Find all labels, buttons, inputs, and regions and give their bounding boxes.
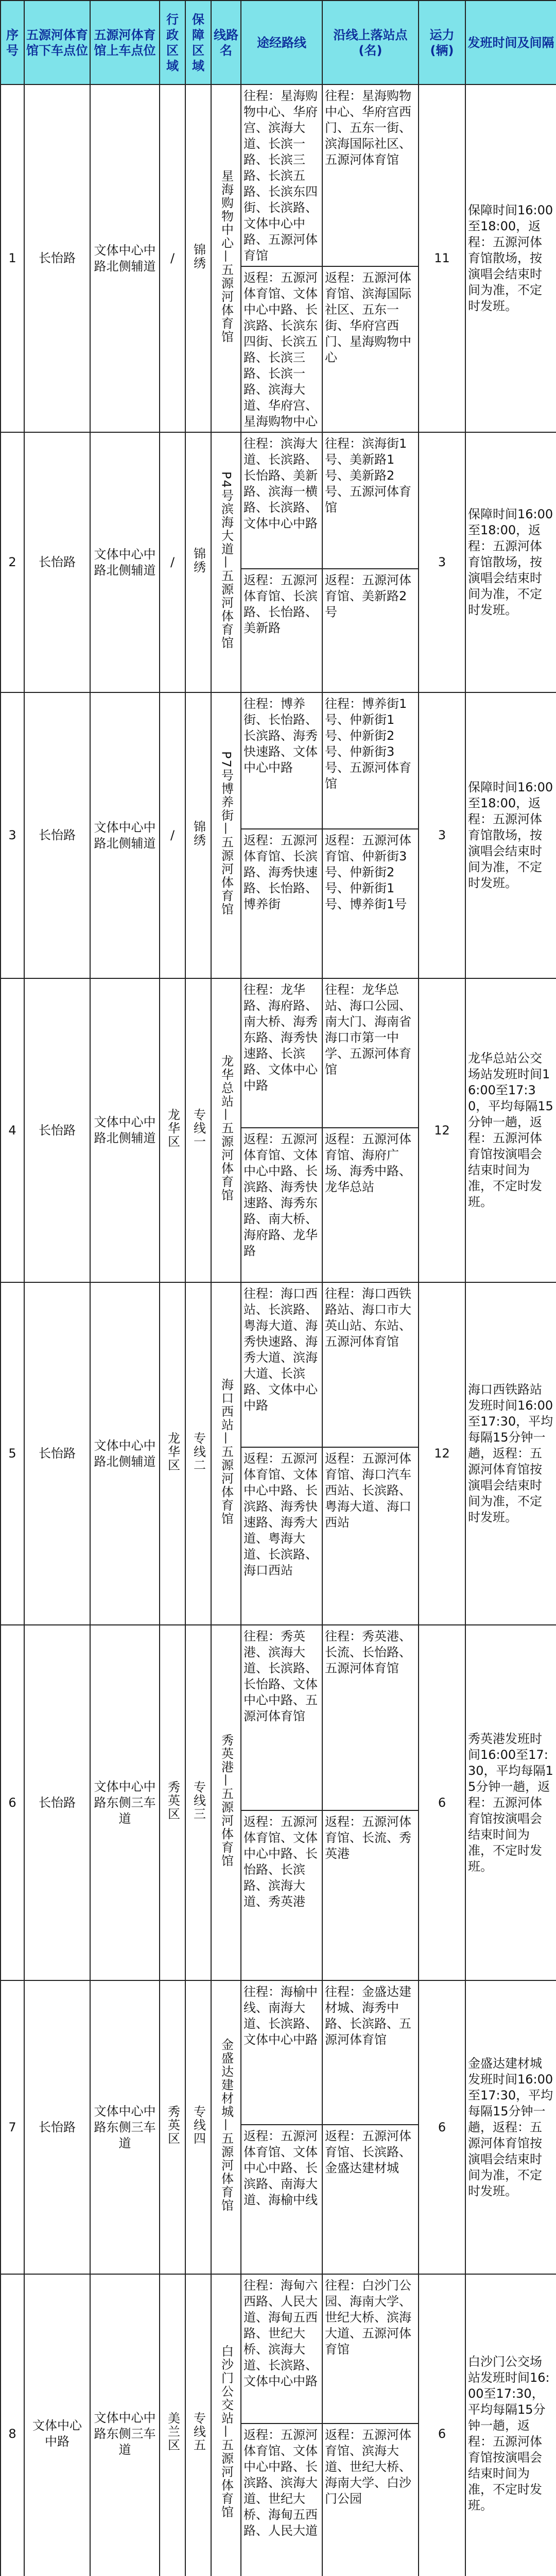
cell-depart: 龙华总站公交场站发班时间16:00至17:30，平均每隔15分钟一趟，返程：五源河体育馆按演唱会结束时间为准，不定时发班。 — [465, 978, 556, 1282]
cell-stops-go: 往程：秀英港、长流、长怡路、五源河体育馆 — [322, 1625, 419, 1810]
cell-capacity: 6 — [419, 1980, 465, 2274]
cell-line-name: 金盛达建材城—五源河体育馆 — [211, 1980, 241, 2274]
header-stops: 沿线上落站点(名) — [322, 1, 419, 84]
cell-line-name: 龙华总站—五源河体育馆 — [211, 978, 241, 1282]
cell-stops-go: 往程：白沙门公园、海南大学、世纪大桥、滨海大道、五源河体育馆 — [322, 2274, 419, 2424]
cell-depart: 白沙门公交场站发班时间16:00至17:30，平均每隔15分钟一趟，返程：五源河体育馆按演唱会结束时间为准，不定时发班。 — [465, 2274, 556, 2576]
header-capacity: 运力(辆) — [419, 1, 465, 84]
cell-drop-point: 长怡路 — [24, 84, 90, 432]
cell-guarantee-area: 专线一 — [185, 978, 211, 1282]
cell-guarantee-area: 锦绣 — [185, 84, 211, 432]
cell-capacity: 6 — [419, 1625, 465, 1980]
cell-guarantee-area: 专线二 — [185, 1282, 211, 1625]
cell-stops-back: 返程：五源河体育馆、仲新街3号、仲新街2号、仲新街1号、博养街1号 — [322, 829, 419, 978]
header-drop-point: 五源河体育馆下车点位 — [24, 1, 90, 84]
cell-depart: 保障时间16:00至18:00，返程：五源河体育馆散场，按演唱会结束时间为准，不定时发班。 — [465, 692, 556, 978]
table-row — [1, 978, 556, 1128]
cell-guarantee-area: 锦绣 — [185, 692, 211, 978]
cell-route-go: 往程：海榆中线、南海大道、长滨路、文体中心中路 — [241, 1980, 322, 2125]
cell-stops-back: 返程：五源河体育馆、美新路2号 — [322, 569, 419, 692]
cell-pickup-point: 文体中心中路北侧辅道 — [90, 432, 160, 692]
cell-drop-point: 长怡路 — [24, 1980, 90, 2274]
cell-district: 美兰区 — [160, 2274, 185, 2576]
header-district: 行政区域 — [160, 1, 185, 84]
cell-pickup-point: 文体中心中路东侧三车道 — [90, 1625, 160, 1980]
cell-capacity: 3 — [419, 692, 465, 978]
table-row — [1, 1282, 556, 1447]
cell-route-back: 返程：五源河体育馆、文体中心中路、长滨路、南海大道、海榆中线 — [241, 2125, 322, 2274]
header-pickup-point: 五源河体育馆上车点位 — [90, 1, 160, 84]
cell-capacity: 12 — [419, 1282, 465, 1625]
table-row — [1, 432, 556, 569]
cell-stops-back: 返程：五源河体育馆、滨海国际社区、五东一街、华府宫西门、星海购物中心 — [322, 266, 419, 432]
cell-drop-point: 长怡路 — [24, 978, 90, 1282]
cell-line-name: 白沙门公交站—五源河体育馆 — [211, 2274, 241, 2576]
cell-district: / — [160, 692, 185, 978]
cell-stops-go: 往程：滨海街1号、美新路1号、美新路2号、五源河体育馆 — [322, 432, 419, 569]
cell-route-back: 返程：五源河体育馆、长滨路、海秀快速路、长怡路、博养街 — [241, 829, 322, 978]
cell-stops-go: 往程：金盛达建材城、海秀中路、长滨路、五源河体育馆 — [322, 1980, 419, 2125]
header-guarantee-area: 保障区域 — [185, 1, 211, 84]
cell-stops-back: 返程：五源河体育馆、长流、秀英港 — [322, 1810, 419, 1980]
cell-pickup-point: 文体中心中路北侧辅道 — [90, 84, 160, 432]
table-header-row — [1, 1, 556, 84]
cell-guarantee-area: 专线四 — [185, 1980, 211, 2274]
cell-capacity: 3 — [419, 432, 465, 692]
cell-drop-point: 长怡路 — [24, 692, 90, 978]
cell-seq: 6 — [1, 1625, 24, 1980]
table-row — [1, 1980, 556, 2125]
cell-seq: 7 — [1, 1980, 24, 2274]
cell-stops-back: 返程：五源河体育馆、海口汽车西站、长滨路、粤海大道、海口西站 — [322, 1447, 419, 1625]
header-route: 途经路线 — [241, 1, 322, 84]
cell-seq: 2 — [1, 432, 24, 692]
cell-depart: 保障时间16:00至18:00，返程：五源河体育馆散场，按演唱会结束时间为准，不定时发班。 — [465, 432, 556, 692]
cell-route-back: 返程：五源河体育馆、文体中心中路、长滨路、长滨东四街、长滨五路、长滨三路、长滨一路、滨海大道、华府宫、星海购物中心 — [241, 266, 322, 432]
cell-drop-point: 长怡路 — [24, 432, 90, 692]
table-row — [1, 84, 556, 266]
cell-guarantee-area: 专线三 — [185, 1625, 211, 1980]
cell-seq: 8 — [1, 2274, 24, 2576]
cell-district: / — [160, 84, 185, 432]
cell-line-name: P4号滨海大道—五源河体育馆 — [211, 432, 241, 692]
header-line-name: 线路名 — [211, 1, 241, 84]
table-row — [1, 2274, 556, 2424]
cell-route-go: 往程：龙华路、海府路、南大桥、海秀东路、海秀快速路、长滨路、文体中心中路 — [241, 978, 322, 1128]
cell-line-name: 海口西站—五源河体育馆 — [211, 1282, 241, 1625]
cell-stops-back: 返程：五源河体育馆、长滨路、金盛达建材城 — [322, 2125, 419, 2274]
cell-route-back: 返程：五源河体育馆、文体中心中路、长滨路、海秀快速路、海秀大道、粤海大道、长滨路、海口西站 — [241, 1447, 322, 1625]
cell-capacity: 11 — [419, 84, 465, 432]
cell-district: 龙华区 — [160, 978, 185, 1282]
cell-route-back: 返程：五源河体育馆、文体中心中路、长滨路、滨海大道、世纪大桥、海甸五西路、人民大道 — [241, 2424, 322, 2576]
cell-depart: 保障时间16:00至18:00，返程：五源河体育馆散场，按演唱会结束时间为准，不定时发班。 — [465, 84, 556, 432]
cell-drop-point: 长怡路 — [24, 1282, 90, 1625]
cell-drop-point: 长怡路 — [24, 1625, 90, 1980]
cell-seq: 4 — [1, 978, 24, 1282]
table-row — [1, 692, 556, 829]
cell-pickup-point: 文体中心中路东侧三车道 — [90, 2274, 160, 2576]
cell-stops-go: 往程：星海购物中心、华府宫西门、五东一街、滨海国际社区、五源河体育馆 — [322, 84, 419, 266]
cell-stops-back: 返程：五源河体育馆、海府广场、海秀中路、龙华总站 — [322, 1128, 419, 1282]
cell-depart: 金盛达建材城发班时间16:00至17:30，平均每隔15分钟一趟，返程：五源河体育馆按演唱会结束时间为准，不定时发班。 — [465, 1980, 556, 2274]
cell-pickup-point: 文体中心中路北侧辅道 — [90, 1282, 160, 1625]
cell-route-back: 返程：五源河体育馆、文体中心中路、长怡路、长滨路、滨海大道、秀英港 — [241, 1810, 322, 1980]
cell-capacity: 12 — [419, 978, 465, 1282]
cell-pickup-point: 文体中心中路北侧辅道 — [90, 978, 160, 1282]
cell-capacity: 6 — [419, 2274, 465, 2576]
header-depart: 发班时间及间隔 — [465, 1, 556, 84]
cell-stops-go: 往程：博养街1号、仲新街1号、仲新街2号、仲新街3号、五源河体育馆 — [322, 692, 419, 829]
cell-line-name: 秀英港—五源河体育馆 — [211, 1625, 241, 1980]
cell-district: 秀英区 — [160, 1625, 185, 1980]
header-seq: 序号 — [1, 1, 24, 84]
cell-seq: 5 — [1, 1282, 24, 1625]
cell-route-go: 往程：博养街、长怡路、长滨路、海秀快速路、文体中心中路 — [241, 692, 322, 829]
cell-route-go: 往程：滨海大道、长滨路、长怡路、美新路、滨海一横路、长滨路、文体中心中路 — [241, 432, 322, 569]
cell-route-go: 往程：秀英港、滨海大道、长滨路、长怡路、文体中心中路、五源河体育馆 — [241, 1625, 322, 1810]
cell-guarantee-area: 锦绣 — [185, 432, 211, 692]
cell-route-go: 往程：星海购物中心、华府宫、滨海大道、长滨一路、长滨三路、长滨五路、长滨东四街、长滨路、文体中心中路、五源河体育馆 — [241, 84, 322, 266]
cell-line-name: 星海购物中心—五源河体育馆 — [211, 84, 241, 432]
cell-route-back: 返程：五源河体育馆、文体中心中路、长滨路、海秀快速路、海秀东路、南大桥、海府路、龙华路 — [241, 1128, 322, 1282]
cell-seq: 1 — [1, 84, 24, 432]
cell-line-name: P7号博养街—五源河体育馆 — [211, 692, 241, 978]
cell-district: 龙华区 — [160, 1282, 185, 1625]
cell-stops-go: 往程：海口西铁路站、海口市大英山站、东站、五源河体育馆 — [322, 1282, 419, 1447]
cell-district: 秀英区 — [160, 1980, 185, 2274]
cell-pickup-point: 文体中心中路东侧三车道 — [90, 1980, 160, 2274]
cell-route-back: 返程：五源河体育馆、长滨路、长怡路、美新路 — [241, 569, 322, 692]
cell-stops-go: 往程：龙华总站、海口公园、南大门、海南省海口市第一中学、五源河体育馆 — [322, 978, 419, 1128]
cell-district: / — [160, 432, 185, 692]
cell-stops-back: 返程：五源河体育馆、滨海大道、世纪大桥、海南大学、白沙门公园 — [322, 2424, 419, 2576]
cell-depart: 海口西铁路站发班时间16:00至17:30，平均每隔15分钟一趟，返程：五源河体育馆按演唱会结束时间为准，不定时发班。 — [465, 1282, 556, 1625]
cell-route-go: 往程：海甸六西路、人民大道、海甸五西路、世纪大桥、滨海大道、长滨路、文体中心中路 — [241, 2274, 322, 2424]
cell-route-go: 往程：海口西站、长滨路、粤海大道、海秀快速路、海秀大道、滨海大道、长滨路、文体中心中路 — [241, 1282, 322, 1447]
cell-pickup-point: 文体中心中路北侧辅道 — [90, 692, 160, 978]
table-row — [1, 1625, 556, 1810]
cell-drop-point: 文体中心中路 — [24, 2274, 90, 2576]
cell-guarantee-area: 专线五 — [185, 2274, 211, 2576]
cell-seq: 3 — [1, 692, 24, 978]
cell-depart: 秀英港发班时间16:00至17:30，平均每隔15分钟一趟，返程：五源河体育馆按演唱会结束时间为准，不定时发班。 — [465, 1625, 556, 1980]
